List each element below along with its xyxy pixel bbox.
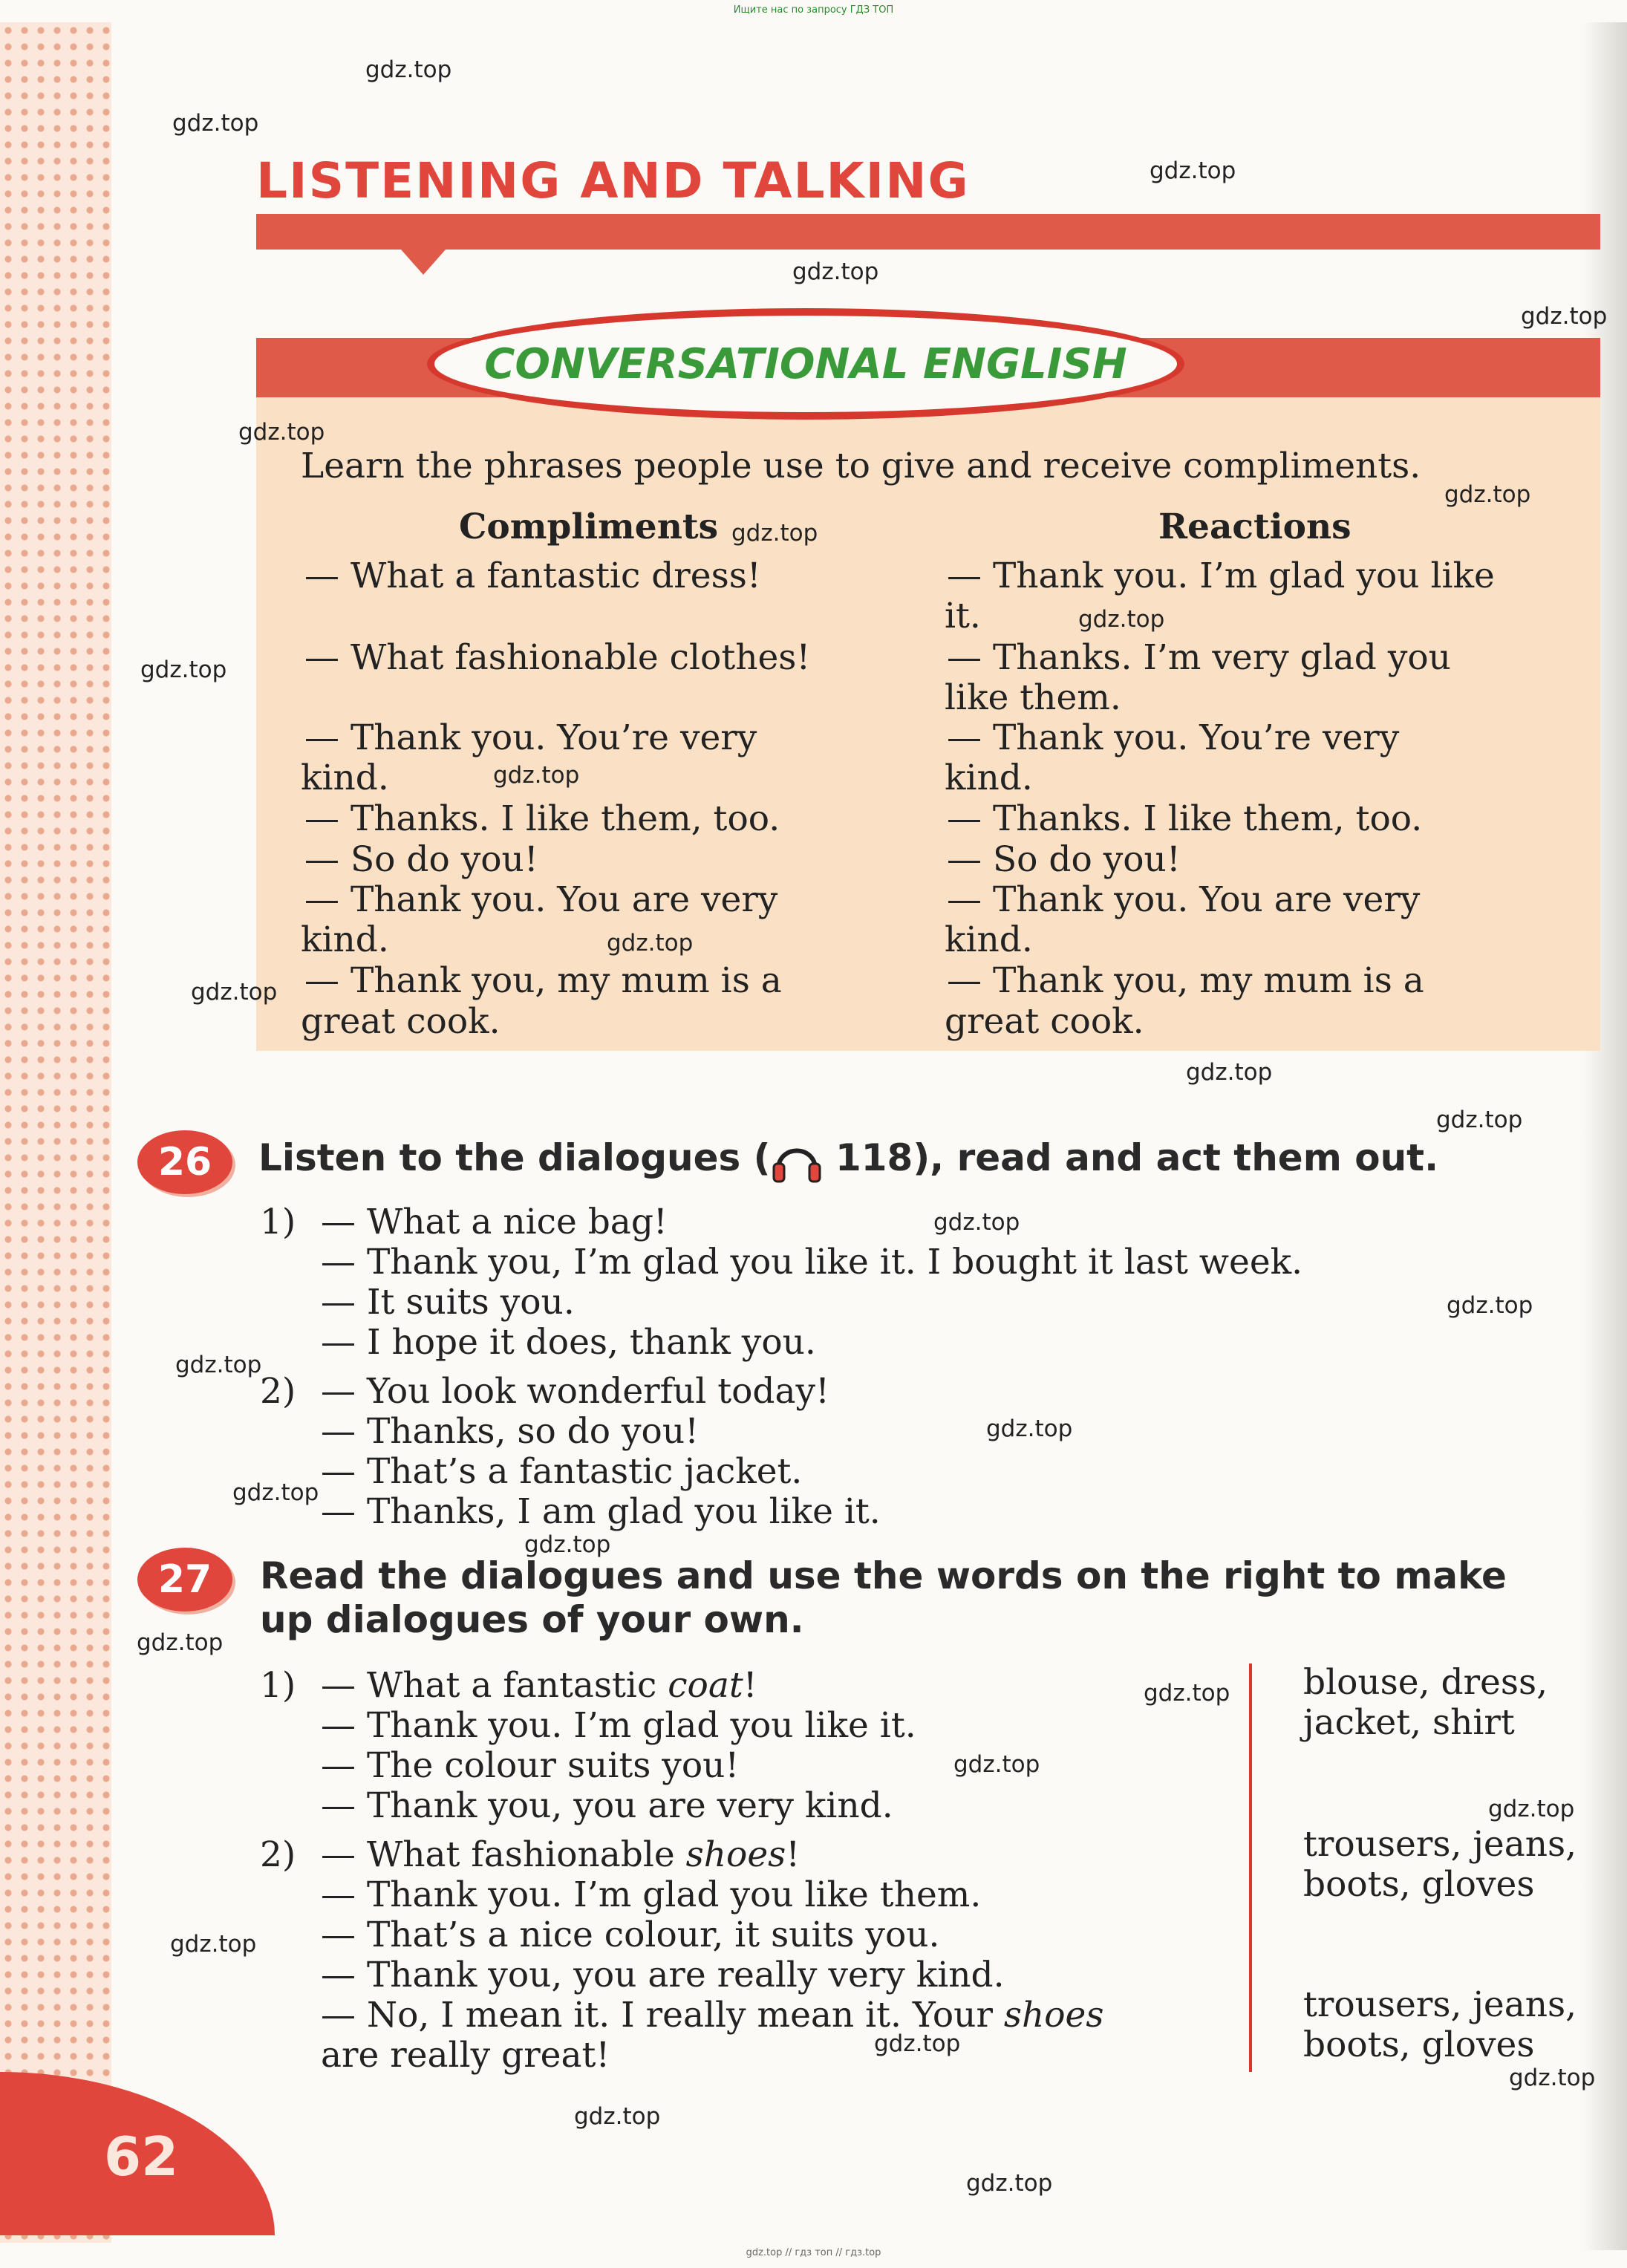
dialogue-line — [321, 1995, 1103, 2036]
exercise-27-title-line1: Read the dialogues and use the words on the right to make — [260, 1554, 1507, 1597]
dialogue-line: — That’s a fantastic jacket. — [321, 1451, 803, 1492]
subsection-title-oval — [427, 308, 1184, 420]
dialogue-line: are really great! — [321, 2035, 610, 2076]
watermark: gdz.top — [137, 1629, 224, 1656]
exercise-26-title — [258, 1136, 1438, 1183]
reaction-line: — Thanks. I’m very glad you — [947, 637, 1451, 678]
dialogue-line: — Thank you, you are really very kind. — [321, 1955, 1005, 1995]
dialogue-text: — What a fantastic — [321, 1665, 668, 1706]
watermark: gdz.top — [731, 520, 818, 547]
dialogue-number: 1) — [260, 1665, 296, 1706]
watermark: gdz.top — [191, 979, 278, 1006]
key-word: shoes — [685, 1834, 786, 1875]
watermark: gdz.top — [1078, 606, 1165, 633]
watermark: gdz.top — [1186, 1059, 1273, 1086]
watermark: gdz.top — [874, 2030, 961, 2057]
reaction-line: — Thank you. You are very — [947, 879, 1421, 920]
word-list: boots, gloves — [1303, 1864, 1535, 1905]
dialogue-line: — I hope it does, thank you. — [321, 1322, 816, 1363]
conversational-box — [256, 338, 1600, 1051]
exercise-title-part: Listen to the dialogues ( — [258, 1136, 771, 1179]
watermark: gdz.top — [170, 1931, 257, 1958]
reaction-line: — So do you! — [947, 839, 1181, 880]
dialogue-line: — The colour suits you! — [321, 1745, 740, 1786]
reaction-line: it. — [945, 596, 981, 636]
dialogue-line: — Thank you. I’m glad you like it. — [321, 1705, 916, 1746]
compliment-line: — Thanks. I like them, too. — [304, 798, 780, 839]
dialogue-text: — No, I mean it. I really mean it. Your — [321, 1995, 1004, 2036]
word-list: trousers, jeans, — [1303, 1984, 1577, 2025]
compliment-line: — What fashionable clothes! — [304, 637, 811, 678]
dialogue-line: — That’s a nice colour, it suits you. — [321, 1915, 940, 1955]
dialogue-line: — Thank you. I’m glad you like them. — [321, 1874, 982, 1915]
dialogue-text: ! — [786, 1834, 801, 1875]
intro-text: Learn the phrases people use to give and receive compliments. — [301, 446, 1421, 486]
dialogue-line — [321, 1834, 800, 1875]
watermark: gdz.top — [140, 656, 227, 683]
dotted-margin-strip — [0, 22, 111, 2243]
reactions-heading: Reactions — [1158, 506, 1352, 547]
compliment-line: — What a fantastic dress! — [304, 555, 761, 596]
dialogue-number: 2) — [260, 1371, 296, 1412]
watermark: gdz.top — [792, 258, 879, 285]
compliments-heading: Compliments — [459, 506, 719, 547]
dialogue-number: 1) — [260, 1202, 296, 1242]
divider-line — [1249, 1663, 1252, 2072]
dialogue-text: — What fashionable — [321, 1834, 686, 1875]
compliment-line: kind. — [301, 919, 389, 960]
page-number: 62 — [104, 2125, 179, 2188]
exercise-number-badge: 27 — [137, 1548, 232, 1612]
word-list: blouse, dress, — [1303, 1662, 1548, 1703]
watermark: gdz.top — [1509, 2065, 1596, 2091]
dialogue-line: — Thanks, so do you! — [321, 1411, 700, 1452]
watermark: gdz.top — [175, 1352, 262, 1378]
watermark: gdz.top — [1150, 157, 1236, 184]
watermark: gdz.top — [524, 1531, 611, 1558]
headphones-icon[interactable] — [771, 1138, 823, 1183]
reaction-line: kind. — [945, 919, 1033, 960]
watermark: gdz.top — [365, 56, 452, 83]
compliment-line: — Thank you. You are very — [304, 879, 778, 920]
watermark: gdz.top — [493, 762, 580, 789]
top-note: Ищите нас по запросу ГДЗ ТОП — [733, 4, 894, 16]
dialogue-line: — Thank you, I’m glad you like it. I bought it last week. — [321, 1242, 1303, 1283]
watermark: gdz.top — [238, 419, 325, 446]
reaction-line: — Thanks. I like them, too. — [947, 798, 1423, 839]
compliment-line: — Thank you. You’re very — [304, 717, 757, 758]
word-list: boots, gloves — [1303, 2024, 1535, 2065]
dialogue-line: — What a nice bag! — [321, 1202, 668, 1242]
section-title: LISTENING AND TALKING — [256, 152, 970, 209]
dialogue-line: — You look wonderful today! — [321, 1371, 829, 1412]
subsection-title: CONVERSATIONAL ENGLISH — [484, 339, 1127, 388]
watermark: gdz.top — [1444, 481, 1531, 508]
red-bar — [256, 214, 1600, 250]
watermark: gdz.top — [1447, 1292, 1533, 1319]
compliment-line: kind. — [301, 757, 389, 798]
red-bar-pointer — [401, 250, 446, 275]
watermark: gdz.top — [607, 930, 694, 957]
compliment-line: — So do you! — [304, 839, 538, 880]
watermark: gdz.top — [1436, 1107, 1523, 1133]
watermark: gdz.top — [933, 1209, 1020, 1236]
key-word: shoes — [1003, 1995, 1104, 2036]
word-list: trousers, jeans, — [1303, 1824, 1577, 1865]
dialogue-line: — Thanks, I am glad you like it. — [321, 1491, 881, 1532]
exercise-title-part: 118), read and act them out. — [835, 1136, 1439, 1179]
dialogue-text: ! — [743, 1665, 757, 1706]
dialogue-line: — Thank you, you are very kind. — [321, 1785, 893, 1826]
reaction-line: — Thank you. I’m glad you like — [947, 555, 1495, 596]
dialogue-line — [321, 1665, 757, 1706]
watermark: gdz.top — [1144, 1680, 1230, 1707]
watermark: gdz.top — [966, 2170, 1053, 2197]
reaction-line: — Thank you. You’re very — [947, 717, 1400, 758]
compliment-line: — Thank you, my mum is a — [304, 960, 782, 1001]
key-word: coat — [668, 1665, 743, 1706]
reaction-line: kind. — [945, 757, 1033, 798]
watermark: gdz.top — [232, 1479, 319, 1506]
reaction-line: — Thank you, my mum is a — [947, 960, 1424, 1001]
watermark: gdz.top — [986, 1415, 1073, 1442]
reaction-line: great cook. — [945, 1001, 1144, 1042]
exercise-number-badge: 26 — [137, 1130, 232, 1194]
dialogue-number: 2) — [260, 1834, 296, 1875]
watermark: gdz.top — [953, 1751, 1040, 1778]
footer-note: gdz.top // гдз топ // гдз.top — [746, 2247, 881, 2258]
watermark: gdz.top — [574, 2103, 661, 2130]
word-list: jacket, shirt — [1303, 1702, 1515, 1743]
reaction-line: like them. — [945, 677, 1121, 718]
exercise-27-title-line2: up dialogues of your own. — [260, 1598, 804, 1641]
dialogue-line: — It suits you. — [321, 1282, 575, 1323]
watermark: gdz.top — [1521, 303, 1608, 330]
compliment-line: great cook. — [301, 1001, 501, 1042]
watermark: gdz.top — [172, 110, 259, 137]
watermark: gdz.top — [1488, 1796, 1575, 1822]
